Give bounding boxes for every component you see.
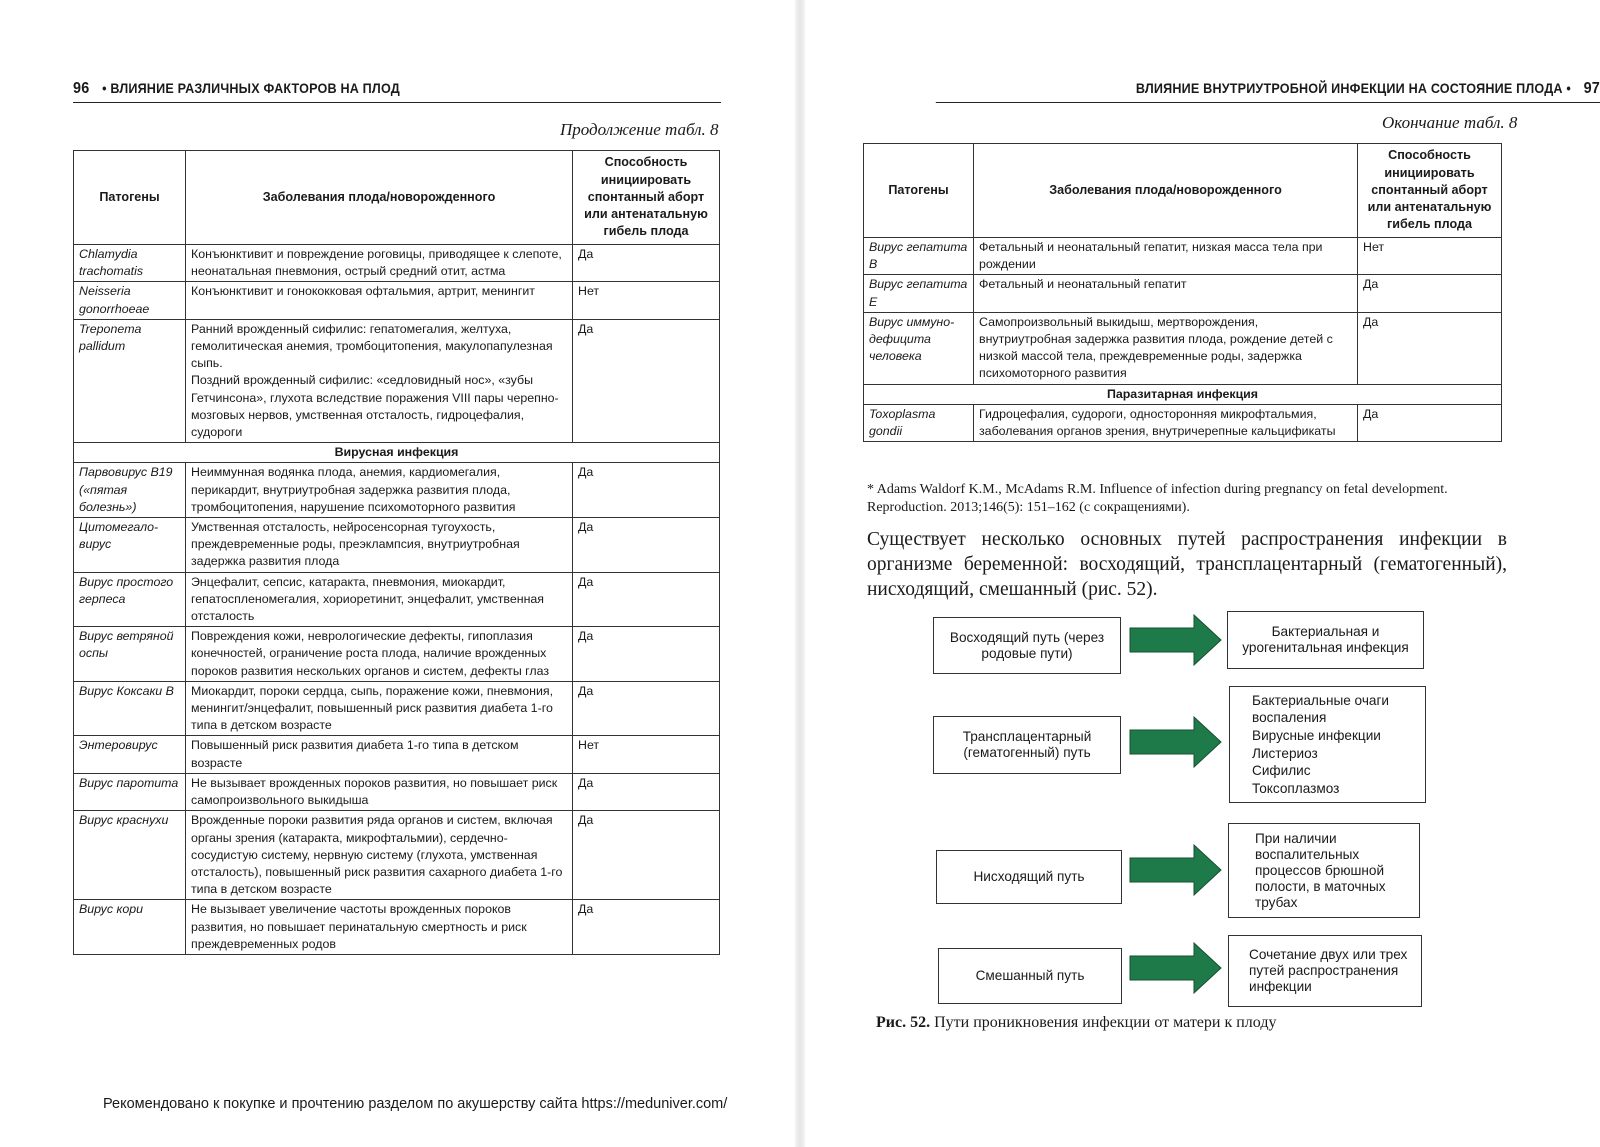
pathogen-cell: Toxoplasma gondii [864, 404, 974, 441]
table-row [74, 736, 720, 773]
header-title: ВЛИЯНИЕ ВНУТРИУТРОБНОЙ ИНФЕКЦИИ НА СОСТОЯНИЕ ПЛОДА [1135, 80, 1563, 96]
pathogen-cell: Chlamydia trachomatis [74, 245, 186, 282]
result-item: Вирусные инфекции [1252, 727, 1381, 743]
disease-cell: Врожденные пороки развития ряда органов и систем, включая органы зрения (катаракта, микрофтальмии), сердечно-сосудистую систему, нервную систему (глухота, умственная отсталость), повышенный риск развития сахарного диабета 1-го типа в детском возрасте [186, 811, 573, 900]
table-row [74, 773, 720, 810]
abortion-cell: Да [573, 518, 720, 573]
abortion-cell: Да [1358, 312, 1502, 384]
pathogen-cell: Вирус иммуно-дефицита человека [864, 312, 974, 384]
arrow-right-icon [1128, 612, 1224, 668]
body-paragraph: Существует несколько основных путей распространения инфекции в организме беременной: восходящий, трансплацентарный (гематогенный), нисходящий, смешанный (рис. 52). [867, 529, 1507, 600]
table-row [74, 681, 720, 736]
abortion-cell: Да [573, 811, 720, 900]
abortion-cell: Да [573, 319, 720, 442]
abortion-cell: Да [573, 900, 720, 955]
section-heading-parasitic: Паразитарная инфекция [864, 384, 1502, 404]
pathogen-cell: Вирус Коксаки В [74, 681, 186, 736]
disease-cell: Умственная отсталость, нейросенсорная тугоухость, преждевременные роды, преэклампсия, внутриутробная задержка развития плода [186, 518, 573, 573]
result-box-ascending: Бактериальная и урогенитальная инфекция [1227, 611, 1424, 669]
table-row [74, 463, 720, 518]
disease-cell: Повреждения кожи, неврологические дефекты, гипоплазия конечностей, ограничение роста плода, наличие врожденных пороков развития нескольких органов и систем, дефекты глаз [186, 627, 573, 682]
disease-cell: Энцефалит, сепсис, катаракта, пневмония, миокардит, гепатоспленомегалия, хориоретинит, энцефалит, умственная отсталость [186, 572, 573, 627]
right-page [800, 0, 1600, 1147]
column-header-pathogens: Патогены [864, 144, 974, 238]
abortion-cell: Да [573, 245, 720, 282]
table-continuation-label: Продолжение табл. 8 [560, 120, 719, 139]
infection-routes-diagram [800, 0, 1600, 1147]
abortion-cell: Да [573, 572, 720, 627]
pathogen-cell: Вирус паротита [74, 773, 186, 810]
column-header-pathogens: Патогены [74, 151, 186, 245]
route-box-ascending: Восходящий путь (через родовые пути) [933, 617, 1121, 674]
result-list [1252, 692, 1425, 798]
figure-label: Рис. 52. [876, 1014, 931, 1031]
section-row [74, 443, 720, 463]
bullet: • [102, 80, 107, 96]
table-row [74, 627, 720, 682]
table-row [74, 811, 720, 900]
column-header-abortion: Способность инициировать спонтанный аборт или антенатальную гибель плода [573, 151, 720, 245]
disease-text-early: Ранний врожденный сифилис: гепатомегалия, желтуха, гемолитическая анемия, тромбоцитопения, макулопапулезная сыпь. [191, 321, 553, 371]
abortion-cell: Нет [573, 736, 720, 773]
table-row [74, 572, 720, 627]
pathogen-cell: Вирус гепатита В [864, 238, 974, 275]
disease-cell: Фетальный и неонатальный гепатит [974, 275, 1358, 312]
bullet: • [1566, 80, 1571, 96]
disease-cell: Миокардит, пороки сердца, сыпь, поражение кожи, пневмония, менингит/энцефалит, повышенный риск развития диабета 1-го типа в детском возрасте [186, 681, 573, 736]
abortion-cell: Да [573, 463, 720, 518]
pathogen-cell: Treponema pallidum [74, 319, 186, 442]
abortion-cell: Да [1358, 404, 1502, 441]
pathogen-cell: Парвовирус В19 («пятая болезнь») [74, 463, 186, 518]
pathogen-cell: Вирус кори [74, 900, 186, 955]
table-row [74, 245, 720, 282]
disease-cell: Конъюнктивит и повреждение роговицы, приводящее к слепоте, неонатальная пневмония, острый средний отит, астма [186, 245, 573, 282]
pathogen-cell: Вирус ветряной оспы [74, 627, 186, 682]
pathogen-cell: Neisseria gonorrhoeae [74, 282, 186, 319]
header-title: ВЛИЯНИЕ РАЗЛИЧНЫХ ФАКТОРОВ НА ПЛОД [110, 80, 400, 96]
result-item: Токсоплазмоз [1252, 780, 1340, 796]
result-item: Сифилис [1252, 763, 1311, 779]
table-row [74, 319, 720, 442]
abortion-cell: Нет [573, 282, 720, 319]
result-box-transplacental [1229, 686, 1426, 803]
disease-cell: Самопроизвольный выкидыш, мертворождения, внутриутробная задержка развития плода, рождение детей с низкой массой тела, преждевременные роды, задержка психомоторного развития [974, 312, 1358, 384]
abortion-cell: Нет [1358, 238, 1502, 275]
recommendation-note: Рекомендовано к покупке и прочтению разделом по акушерству сайта https://meduniver.com/ [103, 1096, 728, 1112]
abortion-cell: Да [1358, 275, 1502, 312]
pathogen-cell: Вирус простого герпеса [74, 572, 186, 627]
table-footnote: * Adams Waldorf K.M., McAdams R.M. Influence of infection during pregnancy on fetal development. Reproduction. 2013;146(5): 151–162 (с сокращениями). [867, 482, 1448, 515]
route-box-descending: Нисходящий путь [936, 850, 1122, 904]
disease-cell: Не вызывает врожденных пороков развития, но повышает риск самопроизвольного выкидыша [186, 773, 573, 810]
pathogen-cell: Энтеровирус [74, 736, 186, 773]
page-number: 97 [1583, 80, 1600, 97]
table-header-row [74, 151, 720, 245]
table-end-label: Окончание табл. 8 [1382, 113, 1518, 132]
disease-cell: Фетальный и неонатальный гепатит, низкая масса тела при рождении [974, 238, 1358, 275]
result-item: Листериоз [1252, 745, 1318, 761]
pathogen-cell: Вирус краснухи [74, 811, 186, 900]
pathogen-cell: Цитомегало-вирус [74, 518, 186, 573]
arrow-right-icon [1128, 714, 1224, 770]
abortion-cell: Да [573, 773, 720, 810]
route-box-mixed: Смешанный путь [938, 948, 1122, 1004]
running-header-left [73, 80, 721, 103]
disease-text-late: Поздний врожденный сифилис: «седловидный нос», «зубы Гетчинсона», глухота вследствие поражения VIII пары черепно-мозговых нервов, умственная отсталость, гидроцефалия, судороги [191, 373, 559, 440]
figure-caption-text: Пути проникновения инфекции от матери к плоду [934, 1014, 1277, 1031]
column-header-diseases: Заболевания плода/новорожденного [186, 151, 573, 245]
infection-table-left [73, 150, 720, 955]
column-header-abortion: Способность инициировать спонтанный аборт или антенатальную гибель плода [1358, 144, 1502, 238]
column-header-diseases: Заболевания плода/новорожденного [974, 144, 1358, 238]
disease-cell: Гидроцефалия, судороги, односторонняя микрофтальмия, заболевания органов зрения, внутричерепные кальцификаты [974, 404, 1358, 441]
disease-cell: Не вызывает увеличение частоты врожденных пороков развития, но повышает перинатальную смертность и риск преждевременных родов [186, 900, 573, 955]
result-box-mixed: Сочетание двух или трех путей распространения инфекции [1228, 935, 1422, 1007]
disease-cell [186, 319, 573, 442]
route-box-transplacental: Трансплацентарный (гематогенный) путь [933, 716, 1121, 774]
disease-cell: Конъюнктивит и гонококковая офтальмия, артрит, менингит [186, 282, 573, 319]
disease-cell: Неиммунная водянка плода, анемия, кардиомегалия, перикардит, внутриутробная задержка развития плода, тромбоцитопения, нарушение психомоторного развития [186, 463, 573, 518]
disease-cell: Повышенный риск развития диабета 1-го типа в детском возрасте [186, 736, 573, 773]
abortion-cell: Да [573, 681, 720, 736]
arrow-right-icon [1128, 940, 1224, 996]
result-box-descending: При наличии воспалительных процессов брюшной полости, в маточных трубах [1228, 823, 1420, 918]
pathogen-cell: Вирус гепатита Е [864, 275, 974, 312]
abortion-cell: Да [573, 627, 720, 682]
result-item: Бактериальные очаги воспаления [1252, 692, 1390, 726]
table-row [74, 518, 720, 573]
arrow-right-icon [1128, 842, 1224, 898]
figure-caption [876, 1014, 1576, 1032]
section-heading-viral: Вирусная инфекция [74, 443, 720, 463]
table-row [74, 900, 720, 955]
page-number: 96 [73, 80, 90, 97]
table-row [74, 282, 720, 319]
